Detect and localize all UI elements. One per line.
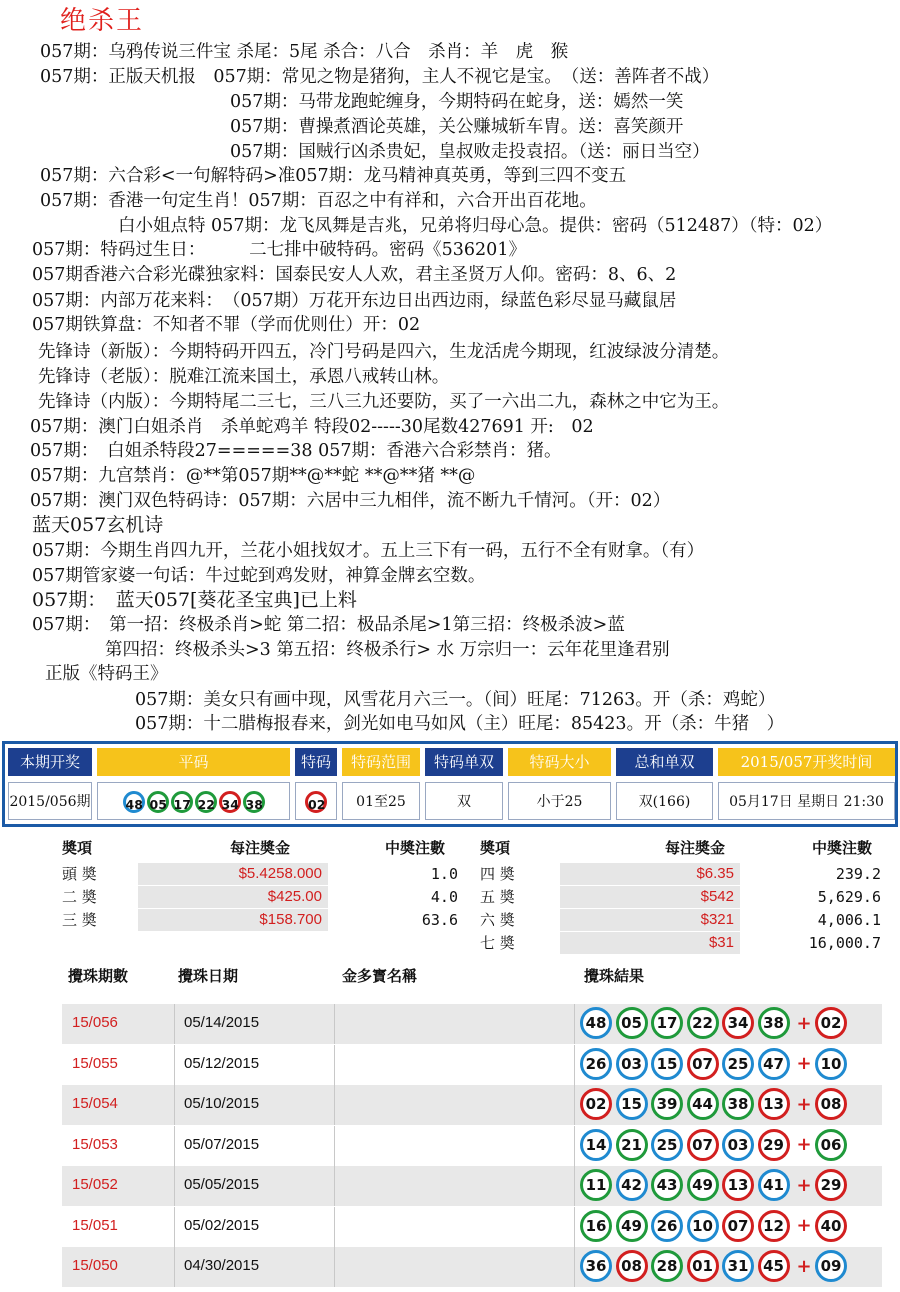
text-line: 057期香港六合彩光碟独家料：国泰民安人人欢，君主圣贤万人仰。密码：8、6、2 [32,265,677,285]
header-sum-oddeven: 总和单双 [616,748,713,776]
text-line: 057期：九宫禁肖：@**第057期**@**蛇 **@**猪 **@ [30,466,476,486]
results-header-result: 攪珠結果 [584,967,645,985]
result-ball: 03 [722,1129,754,1161]
prize-count: 63.6 [421,911,458,929]
result-balls [580,1129,851,1161]
column-divider [574,1126,575,1166]
prize-name: 三 奬 [62,911,97,929]
regular-ball: 05 [147,791,169,813]
text-line: 057期：国贼行凶杀贵妃，皇叔败走投袁招。（送：丽日当空） [230,142,710,162]
result-special-ball: 06 [815,1129,847,1161]
result-ball: 41 [758,1169,790,1201]
prize-header-amount: 每注奬金 [665,839,726,857]
column-divider [574,1247,575,1287]
result-date: 05/12/2015 [184,1054,260,1072]
result-ball: 26 [651,1210,683,1242]
text-line: 057期：香港一句定生肖！057期：百忍之中有祥和，六合开出百花地。 [40,191,597,211]
result-ball: 15 [616,1088,648,1120]
column-divider [174,1045,175,1085]
result-ball: 15 [651,1048,683,1080]
column-divider [174,1004,175,1044]
result-ball: 14 [580,1129,612,1161]
result-ball: 31 [722,1250,754,1282]
text-line: 057期：马带龙跑蛇缠身，今期特码在蛇身，送：嫣然一笑 [230,92,684,112]
column-divider [334,1166,335,1206]
column-divider [574,1207,575,1247]
text-line: 057期：十二腊梅报春来，剑光如电马如风（主）旺尾：85423。开（杀：牛猪 ） [135,714,785,734]
sum-oddeven-value: 双(166) [616,782,713,820]
result-balls [580,1169,851,1201]
regular-balls [97,782,290,820]
result-ball: 48 [580,1007,612,1039]
prize-header-name: 奬項 [62,839,93,857]
result-period: 15/050 [72,1257,118,1274]
result-row [62,1085,882,1125]
text-line: 057期：曹操煮酒论英雄，关公赚城斩车胄。送：喜笑颜开 [230,117,684,137]
text-line: 057期： 白姐杀特段27=====38 057期：香港六合彩禁肖：猪。 [30,441,562,461]
prize-amount: $5.4258.000 [138,863,328,885]
prize-name: 六 奬 [480,911,515,929]
text-line: 057期：今期生肖四九开，兰花小姐找奴才。五上三下有一码，五行不全有财拿。（有） [32,541,705,561]
draw-panel [2,741,898,827]
column-divider [174,1247,175,1287]
special-size-value: 小于25 [508,782,611,820]
text-line: 057期管家婆一句话：牛过蛇到鸡发财，神算金牌玄空数。 [32,566,486,586]
result-ball: 47 [758,1048,790,1080]
result-special-ball: 40 [815,1210,847,1242]
result-ball: 42 [616,1169,648,1201]
text-line: 057期：特码过生日： 二七排中破特码。密码《536201》 [32,240,526,260]
results-header-date: 攪珠日期 [178,967,239,985]
special-ball-cell [295,782,337,820]
text-line: 057期：乌鸦传说三件宝 杀尾：5尾 杀合：八合 杀肖：羊 虎 猴 [40,42,569,62]
result-row [62,1045,882,1085]
text-line: 第四招：终极杀头>3 第五招：终极杀行> 水 万宗归一：云年花里逢君别 [105,640,670,660]
header-special-size: 特码大小 [508,748,611,776]
column-divider [334,1126,335,1166]
result-date: 04/30/2015 [184,1257,260,1274]
prize-name: 七 奬 [480,934,515,952]
text-line: 057期： 第一招：终极杀肖>蛇 第二招：极品杀尾>1第三招：终极杀波>蓝 [32,615,625,635]
result-special-ball: 10 [815,1048,847,1080]
result-ball: 28 [651,1250,683,1282]
column-divider [574,1004,575,1044]
column-divider [334,1085,335,1125]
result-balls [580,1210,851,1242]
text-line: 057期：澳门双色特码诗：057期：六居中三九相伴，流不断九千情河。（开：02） [30,491,671,511]
result-ball: 17 [651,1007,683,1039]
column-divider [574,1045,575,1085]
result-row [62,1126,882,1166]
result-special-ball: 09 [815,1250,847,1282]
result-ball: 16 [580,1210,612,1242]
prize-amount: $321 [560,909,740,931]
column-divider [574,1085,575,1125]
prize-count: 5,629.6 [817,888,881,906]
prize-header-amount: 每注奬金 [230,839,291,857]
text-line: 先锋诗（新版）：今期特码开四五，冷门号码是四六，生龙活虎今期现，红波绿波分清楚。 [38,342,730,362]
prize-count: 4,006.1 [817,911,881,929]
prize-amount: $6.35 [560,863,740,885]
column-divider [334,1207,335,1247]
text-line: 057期：美女只有画中现，风雪花月六三一。（间）旺尾：71263。开（杀：鸡蛇） [135,690,776,710]
prize-amount: $31 [560,932,740,954]
result-row [62,1207,882,1247]
text-line: 先锋诗（内版）：今期特尾二三七，三八三九还要防，买了一六出二九，森林之中它为王。 [38,392,730,412]
header-special-range: 特码范围 [342,748,420,776]
regular-ball: 48 [123,791,145,813]
column-divider [334,1004,335,1044]
result-period: 15/056 [72,1014,118,1031]
result-ball: 21 [616,1129,648,1161]
result-ball: 13 [722,1169,754,1201]
text-line: 057期：内部万花来料： （057期）万花开东边日出西边雨，绿蓝色彩尽显马藏鼠居 [32,291,677,311]
prize-name: 四 奬 [480,865,515,883]
result-balls [580,1007,851,1039]
result-period: 15/054 [72,1095,118,1112]
result-date: 05/02/2015 [184,1216,260,1234]
special-ball: 02 [305,791,327,813]
result-ball: 01 [687,1250,719,1282]
plus-sign: + [796,1053,812,1074]
prize-count: 16,000.7 [808,934,881,952]
result-date: 05/14/2015 [184,1014,260,1031]
prize-name: 頭 奬 [62,865,97,883]
regular-ball: 34 [219,791,241,813]
result-special-ball: 02 [815,1007,847,1039]
result-balls [580,1250,851,1282]
draw-time-value: 05月17日 星期日 21:30 [718,782,895,820]
result-ball: 25 [722,1048,754,1080]
prize-header-count: 中奬注數 [385,839,446,857]
result-period: 15/055 [72,1054,118,1072]
header-draw-time: 2015/057开奖时间 [718,748,895,776]
result-special-ball: 08 [815,1088,847,1120]
prize-name: 五 奬 [480,888,515,906]
result-period: 15/053 [72,1135,118,1153]
prize-header-name: 奬項 [480,839,511,857]
result-ball: 25 [651,1129,683,1161]
text-line: 057期：澳门白姐杀肖 杀单蛇鸡羊 特段02-----30尾数427691 开: 02 [30,417,594,437]
plus-sign: + [796,1255,812,1277]
result-ball: 07 [722,1210,754,1242]
result-date: 05/10/2015 [184,1095,260,1112]
result-ball: 39 [651,1088,683,1120]
prize-amount: $425.00 [138,886,328,908]
page-title: 绝杀王 [60,6,145,36]
header-current-draw: 本期开奖 [8,748,92,776]
result-ball: 10 [687,1210,719,1242]
result-balls [580,1048,851,1080]
result-ball: 38 [758,1007,790,1039]
header-regular-numbers: 平码 [97,748,290,776]
results-header-period: 攪珠期數 [68,967,129,985]
plus-sign: + [796,1093,812,1115]
prize-count: 239.2 [835,865,881,883]
result-ball: 44 [687,1088,719,1120]
result-ball: 36 [580,1250,612,1282]
result-ball: 02 [580,1088,612,1120]
special-range-value: 01至25 [342,782,420,820]
text-line: 白小姐点特 057期：龙飞凤舞是吉兆，兄弟将归母心急。提供：密码（512487）（特：02） [118,216,833,236]
result-ball: 12 [758,1210,790,1242]
result-ball: 11 [580,1169,612,1201]
text-line: 057期：正版天机报 057期：常见之物是猪狗，主人不视它是宝。 （送：善阵者不战） [40,67,720,87]
result-ball: 45 [758,1250,790,1282]
regular-ball: 38 [243,791,265,813]
result-row [62,1247,882,1287]
prize-count: 1.0 [430,865,458,883]
text-line: 057期：六合彩<一句解特码>准057期：龙马精神真英勇，等到三四不变五 [40,166,627,186]
result-ball: 22 [687,1007,719,1039]
result-row [62,1004,882,1044]
result-ball: 49 [616,1210,648,1242]
result-ball: 08 [616,1250,648,1282]
draw-period: 2015/056期 [8,782,92,820]
result-balls [580,1088,851,1120]
result-period: 15/051 [72,1216,118,1234]
text-line: 先锋诗（老版）：脱难江流来国土，承恩八戒转山林。 [38,367,450,387]
header-special-number: 特码 [295,748,337,776]
column-divider [174,1207,175,1247]
result-ball: 38 [722,1088,754,1120]
text-line: 057期： 蓝天057[葵花圣宝典]已上料 [32,589,357,611]
plus-sign: + [796,1012,812,1034]
plus-sign: + [796,1134,812,1155]
result-ball: 05 [616,1007,648,1039]
result-ball: 13 [758,1088,790,1120]
plus-sign: + [796,1174,812,1196]
column-divider [574,1166,575,1206]
column-divider [174,1126,175,1166]
result-ball: 29 [758,1129,790,1161]
column-divider [334,1045,335,1085]
prize-amount: $542 [560,886,740,908]
result-ball: 43 [651,1169,683,1201]
result-ball: 07 [687,1048,719,1080]
prize-name: 二 奬 [62,888,97,906]
result-date: 05/07/2015 [184,1135,260,1153]
results-header-jackpot: 金多寳名稱 [342,967,418,985]
result-ball: 03 [616,1048,648,1080]
result-ball: 26 [580,1048,612,1080]
result-ball: 34 [722,1007,754,1039]
prize-header-count: 中奬注數 [812,839,873,857]
special-oddeven-value: 双 [425,782,503,820]
result-ball: 49 [687,1169,719,1201]
result-period: 15/052 [72,1176,118,1193]
plus-sign: + [796,1215,812,1236]
header-special-oddeven: 特码单双 [425,748,503,776]
result-special-ball: 29 [815,1169,847,1201]
regular-ball: 22 [195,791,217,813]
prize-amount: $158.700 [138,909,328,931]
regular-ball: 17 [171,791,193,813]
result-ball: 07 [687,1129,719,1161]
column-divider [334,1247,335,1287]
text-line: 057期铁算盘：不知者不罪（学而优则仕）开：02 [32,315,421,335]
text-line: 蓝天057玄机诗 [32,514,164,536]
text-line: 正版《特码王》 [45,664,168,684]
result-row [62,1166,882,1206]
column-divider [174,1166,175,1206]
result-date: 05/05/2015 [184,1176,260,1193]
prize-count: 4.0 [430,888,458,906]
column-divider [174,1085,175,1125]
